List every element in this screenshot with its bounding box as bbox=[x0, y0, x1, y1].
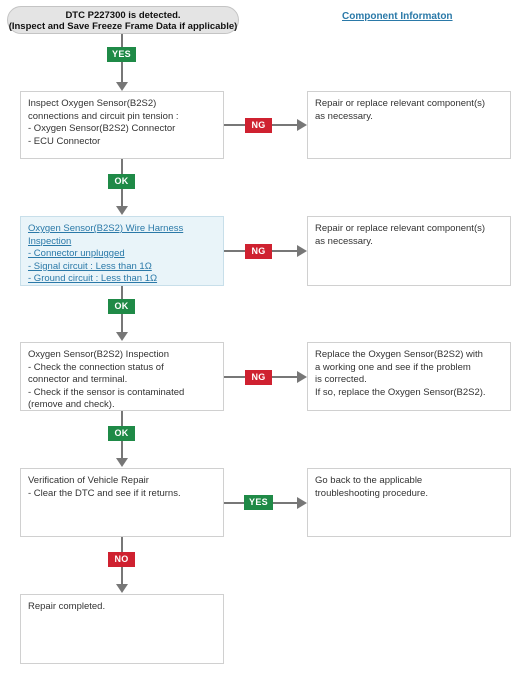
result-text-line: Replace the Oxygen Sensor(B2S2) with bbox=[315, 349, 483, 360]
wire-harness-link[interactable]: Oxygen Sensor(B2S2) Wire Harness bbox=[28, 223, 184, 234]
ok-badge: OK bbox=[108, 174, 135, 189]
step-text-line: - Clear the DTC and see if it returns. bbox=[28, 487, 181, 499]
step-text-line: Verification of Vehicle Repair bbox=[28, 475, 149, 486]
result-replace-sensor bbox=[307, 342, 511, 411]
arrow-right-icon bbox=[297, 497, 307, 509]
ok-badge: OK bbox=[108, 426, 135, 441]
result-text-line: Repair or replace relevant component(s) bbox=[315, 98, 486, 109]
result-text-line: as necessary. bbox=[315, 235, 373, 247]
wire-harness-link[interactable]: - Ground circuit : Less than 1Ω bbox=[28, 273, 158, 284]
result-go-back bbox=[307, 468, 511, 537]
no-badge: NO bbox=[108, 552, 135, 567]
step-text-line: (remove and check). bbox=[28, 399, 115, 410]
result-repair-replace-2 bbox=[307, 216, 511, 286]
step-text-line: - Check if the sensor is contaminated bbox=[28, 386, 185, 398]
result-text-line: troubleshooting procedure. bbox=[315, 487, 429, 499]
step-text-line: Inspect Oxygen Sensor(B2S2) bbox=[28, 98, 157, 109]
ng-badge: NG bbox=[245, 370, 272, 385]
step-wire-harness-inspection bbox=[20, 216, 224, 286]
wire-harness-link[interactable]: Inspection bbox=[28, 235, 72, 247]
arrow-right-icon bbox=[297, 245, 307, 257]
step-text-line: connections and circuit pin tension : bbox=[28, 110, 179, 122]
ok-badge: OK bbox=[108, 299, 135, 314]
result-text-line: Go back to the applicable bbox=[315, 475, 423, 486]
arrow-right-icon bbox=[297, 371, 307, 383]
arrow-down-icon bbox=[116, 82, 128, 91]
arrow-down-icon bbox=[116, 332, 128, 341]
arrow-down-icon bbox=[116, 206, 128, 215]
result-repair-replace-1 bbox=[307, 91, 511, 159]
arrow-right-icon bbox=[297, 119, 307, 131]
component-information-link[interactable]: Component Informaton bbox=[342, 11, 453, 22]
step-sensor-inspection bbox=[20, 342, 224, 411]
yes-badge: YES bbox=[244, 495, 273, 510]
wire-harness-link[interactable]: - Signal circuit : Less than 1Ω bbox=[28, 260, 152, 272]
step-connection-inspection bbox=[20, 91, 224, 159]
ng-badge: NG bbox=[245, 244, 272, 259]
result-text-line: If so, replace the Oxygen Sensor(B2S2). bbox=[315, 386, 486, 398]
step-text-line: Oxygen Sensor(B2S2) Inspection bbox=[28, 349, 169, 360]
result-text-line: is corrected. bbox=[315, 374, 367, 385]
arrow-down-icon bbox=[116, 584, 128, 593]
final-text: Repair completed. bbox=[28, 601, 106, 612]
step-text-line: - ECU Connector bbox=[28, 135, 101, 147]
start-line-1: DTC P227300 is detected. bbox=[65, 10, 181, 21]
start-terminal bbox=[7, 6, 239, 34]
start-line-2: (Inspect and Save Freeze Frame Data if applicable) bbox=[8, 21, 238, 32]
result-text-line: Repair or replace relevant component(s) bbox=[315, 223, 486, 234]
step-verification bbox=[20, 468, 224, 537]
arrow-down-icon bbox=[116, 458, 128, 467]
yes-badge: YES bbox=[107, 47, 136, 62]
wire-harness-link[interactable]: - Connector unplugged bbox=[28, 248, 125, 259]
step-text-line: - Check the connection status of bbox=[28, 361, 164, 373]
step-repair-completed bbox=[20, 594, 224, 664]
step-text-line: - Oxygen Sensor(B2S2) Connector bbox=[28, 123, 176, 134]
result-text-line: as necessary. bbox=[315, 110, 373, 122]
ng-badge: NG bbox=[245, 118, 272, 133]
result-text-line: a working one and see if the problem bbox=[315, 361, 471, 373]
step-text-line: connector and terminal. bbox=[28, 374, 128, 385]
